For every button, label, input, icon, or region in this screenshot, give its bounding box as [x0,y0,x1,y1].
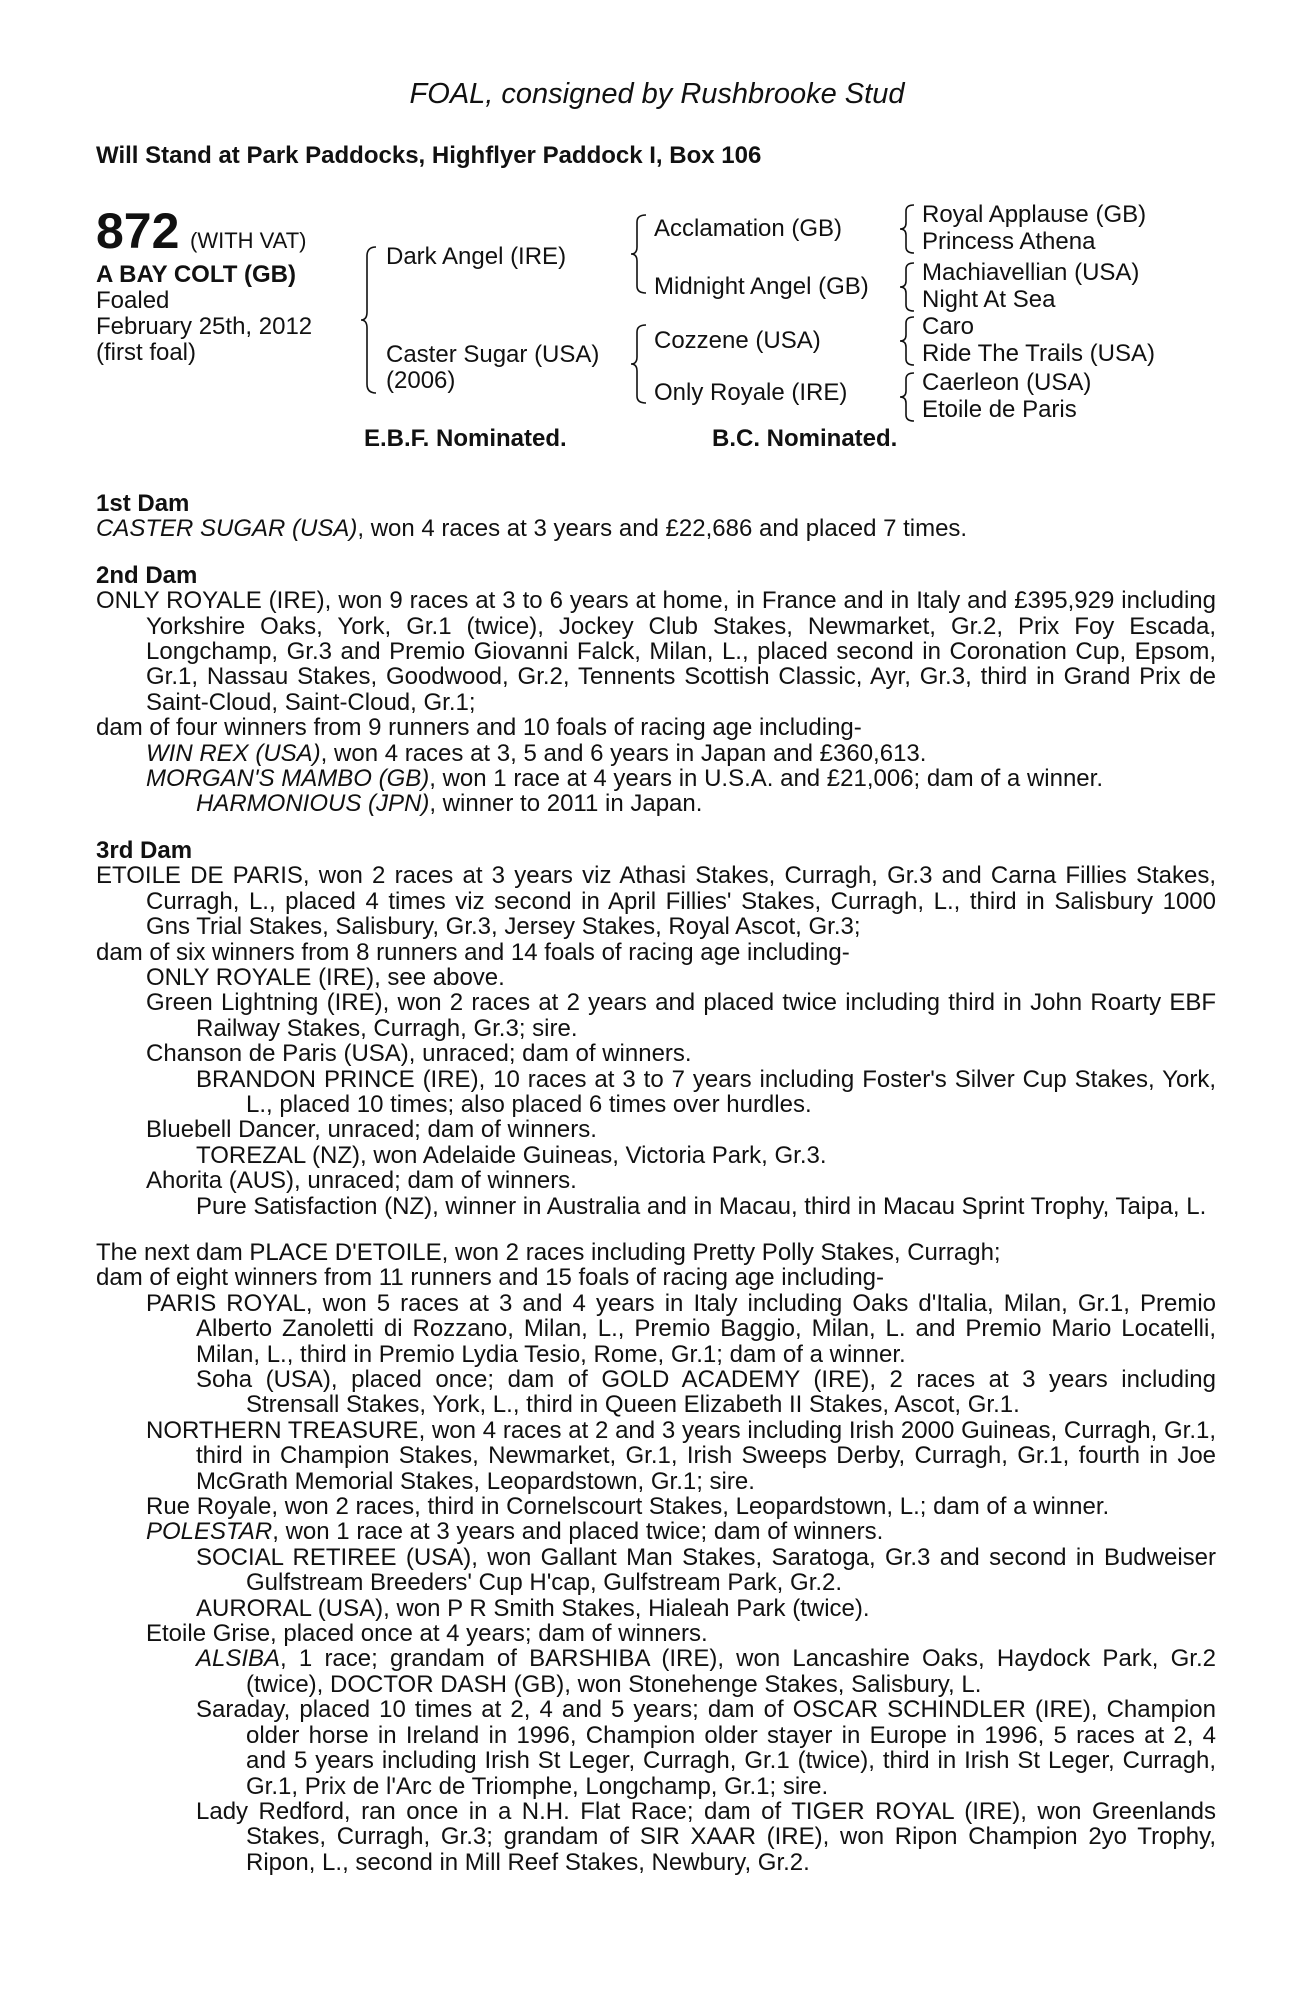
pedigree-paragraph [96,1519,1216,1544]
pedigree-paragraph [96,1240,1216,1265]
text-run: PLACE D'ETOILE [249,1238,442,1266]
text-run: Gr.1 [146,663,192,691]
text-run: dam of [96,938,177,966]
text-run: , 2 races at 3 years including Strensall Stakes, York, [246,1366,1217,1419]
catalogue-body [96,470,1216,1875]
text-run: 1st Dam [96,490,190,517]
text-run: , won 2 races at 2 years and placed twice including third in John Roarty EBF Railway Stakes, Curragh, [196,989,1216,1042]
gg-caerleon: Caerleon (USA) [922,369,1092,396]
text-run: , won Stonehenge Stakes, Salisbury, [564,1670,962,1698]
text-run: Saraday, placed 10 times at 2, 4 and 5 years; dam of [196,1696,793,1724]
gg-royal-applause: Royal Applause (GB) [922,201,1147,228]
text-run: , Nassau Stakes, Goodwood, [191,663,518,691]
text-run: MORGAN'S MAMBO (GB) [146,765,430,793]
text-run: (twice), [246,1670,330,1698]
text-run: , winner in Australia and in Macau, third in Macau Sprint Trophy, Taipa, [432,1192,1187,1220]
text-run: ONLY ROYALE (IRE) [96,587,325,615]
text-run: , winner to 2011 in Japan. [429,790,703,818]
text-run: from 8 runners and 14 foals of racing age including- [294,938,850,966]
text-run: , won P R Smith Stakes, Hialeah Park (twice). [383,1594,870,1622]
text-run: L. [492,1391,513,1419]
pedigree-paragraph [96,791,1216,816]
text-run: , placed 4 times viz second in April Fillies' Stakes, Curragh, [268,887,934,915]
pedigree-paragraph [96,1194,1216,1219]
text-run: , [302,862,319,890]
text-run: , second in Mill Reef Stakes, Newbury, [342,1848,758,1876]
text-run: L. [248,887,269,915]
text-run: , Prix Foy Escada, Longchamp, [146,612,1217,666]
text-run: BARSHIBA (IRE) [529,1645,718,1673]
text-run: , won 2 races, third in Cornelscourt Stakes, Leopardstown, [271,1493,900,1521]
foal-note: (first foal) [96,339,197,366]
text-run: and second in Budweiser Gulfstream Breeders' Cup H'cap, Gulfstream Park, [246,1543,1217,1597]
text-run: , won 1 race at 4 years in U.S.A. and £21,006; dam of a winner. [429,765,1103,793]
stand-location: Will Stand at Park Paddocks, Highflyer Paddock I, Box 106 [96,142,762,169]
text-run: Gr.2 [757,1848,804,1876]
text-run: WIN REX (USA) [146,739,321,767]
text-run: Pure Satisfaction (NZ) [196,1192,433,1220]
text-run: , third in Premio Lydia Tesio, Rome, [286,1340,671,1368]
pedigree-paragraph [96,863,1216,939]
text-run: eight winners [176,1264,318,1292]
text-run: DOCTOR DASH (GB) [330,1670,565,1698]
text-run: , [324,587,339,615]
text-run: ; dam of a winner. [919,1493,1110,1521]
text-run: Green Lightning (IRE) [146,989,383,1017]
gg-caro: Caro [922,313,975,340]
text-run: won [454,1238,500,1266]
text-run: Gr.1 [423,688,469,716]
gg-night-at-sea: Night At Sea [922,286,1056,313]
foaled-label: Foaled [96,287,170,314]
lot-title: A BAY COLT (GB) [96,261,297,288]
pedigree-paragraph [96,1041,1216,1066]
vat-note: (WITH VAT) [190,228,307,253]
text-run: . [803,1848,810,1876]
text-run: GOLD ACADEMY (IRE) [601,1366,870,1393]
dam-name: Caster Sugar (USA) [386,341,600,368]
text-run: Gr.2 [790,1569,836,1597]
text-run: won [318,862,363,890]
text-run: , won Gallant Man Stakes, Saratoga, [471,1543,885,1571]
text-run: L. [266,1340,287,1368]
text-run: ETOILE DE PARIS [96,862,303,890]
text-run: from 11 runners and 15 foals of racing age including- [317,1264,885,1292]
text-run: L. [322,1848,343,1876]
text-run: Ahorita (AUS), unraced; dam of winners. [146,1167,577,1195]
text-run: ; sire. [696,1467,755,1495]
text-run: L. [597,1315,618,1343]
gg-princess-athena: Princess Athena [922,228,1096,255]
text-run: L. [961,1670,982,1698]
pedigree-paragraph [96,1265,1216,1290]
section-heading [96,838,1216,863]
pedigree-paragraph [96,588,1216,715]
pedigree-paragraph [96,1697,1216,1799]
text-run: , see above. [374,963,505,991]
pedigree-paragraph [96,990,1216,1041]
pedigree-paragraph [96,940,1216,965]
text-run: CASTER SUGAR (USA) [96,515,358,543]
text-run: Gr.1 [724,1772,770,1800]
text-run: Gr.3 [885,1543,931,1571]
text-run: L. [721,638,742,666]
text-run: , won 5 races at 3 and 4 years in Italy including Oaks d'Italia, Milan, [305,1289,1078,1317]
text-run: OSCAR SCHINDLER (IRE) [792,1696,1091,1724]
text-run: won [370,515,415,543]
dam-dam-name: Only Royale (IRE) [654,379,848,406]
text-run: . [1013,1391,1020,1419]
foaled-date: February 25th, 2012 [96,313,313,340]
pedigree-paragraph [96,1799,1216,1875]
pedigree-paragraph [96,1291,1216,1367]
text-run: Gr.1 [1077,1289,1124,1317]
text-run: ; sire. [518,1014,578,1042]
text-run: , Irish Sweeps Derby, Curragh, [670,1442,1018,1470]
pedigree-paragraph [96,1143,1216,1168]
text-run: , won Adelaide Guineas, Victoria Park, [360,1141,775,1169]
text-run: dam of [96,714,177,742]
text-run: Gr.3 [286,638,332,666]
text-run: Gr.1 [1017,1442,1063,1470]
text-run: ONLY ROYALE (IRE) [146,963,375,991]
text-run: , placed 10 times; also placed 6 times over hurdles. [266,1090,812,1118]
text-run: Gr.3 [445,913,492,941]
text-run: L. [899,1493,920,1521]
text-run: Gr.1 [246,1772,292,1800]
text-run: , [441,1238,455,1266]
text-run: , won 1 race at 3 years and placed twice; dam of winners. [272,1518,884,1546]
text-run: SOCIAL RETIREE (USA) [196,1543,472,1571]
text-run: L. [885,1315,906,1343]
text-run: HARMONIOUS (JPN) [196,790,430,818]
text-run: Gr.3 [774,1141,820,1169]
text-run: ; dam of a winner. [716,1340,906,1368]
text-run: , Premio Alberto Zanoletti di Rozzano, Milan, [196,1289,1217,1343]
pedigree-bracket-gg4 [902,372,916,422]
pedigree-paragraph [96,1494,1216,1519]
section-heading [96,491,1216,516]
text-run: POLESTAR [146,1518,273,1546]
text-run: , won Ripon Champion 2yo Trophy, Ripon, [246,1823,1216,1876]
text-run: , Champion older horse in Ireland in 1996, Champion older stayer in Europe in 1996, 5 races at 2, 4 and 5 years including Irish St Leger, Curragh, [246,1696,1216,1775]
text-run: , third in Salisbury 1000 Gns Trial Stakes, Salisbury, [146,887,1216,941]
text-run: Gr.2 [517,663,563,691]
text-run: L. [246,1090,267,1118]
text-run: NORTHERN TREASURE [146,1416,419,1444]
text-run: , third in Champion Stakes, Newmarket, [196,1416,1217,1470]
text-run: (twice), third in Irish St Leger, Curragh, [789,1747,1216,1775]
text-run: Chanson de Paris (USA), unraced; dam of winners. [146,1040,692,1068]
text-run: Gr.3 [440,1823,487,1851]
text-run: Soha (USA), placed once; dam of [196,1366,602,1393]
sire-sire-name: Acclamation (GB) [654,215,843,242]
text-run: (twice), Jockey Club Stakes, Newmarket, [451,612,951,640]
pedigree-bracket-sire [634,214,648,294]
text-run: , Tennents Scottish Classic, Ayr, [562,663,920,691]
text-run: ; [853,913,861,941]
text-run: Gr.1 [744,1747,790,1775]
pedigree-paragraph [96,1545,1216,1596]
pedigree-paragraph [96,766,1216,791]
text-run: and Premio Mario Locatelli, Milan, [196,1315,1216,1368]
text-run: BRANDON PRINCE (IRE) [196,1065,479,1093]
text-run: six winners [176,938,295,966]
text-run: Bluebell Dancer, unraced; dam of winners. [146,1116,597,1144]
text-run: 2 races including Pretty Polly Stakes, Curragh; [499,1238,1001,1266]
text-run: , third in Grand Prix de Saint-Cloud, Saint-Cloud, [146,663,1217,716]
text-run: SIR XAAR (IRE) [639,1823,823,1851]
text-run: , won 4 races at 2 and 3 years including Irish 2000 Guineas, Curragh, [418,1416,1164,1444]
text-run: Gr.2 [1170,1645,1216,1673]
text-run: , won Lancashire Oaks, Haydock Park, [717,1645,1171,1673]
text-run: TOREZAL (NZ) [196,1141,361,1169]
text-run: Lady Redford, ran once in a N.H. Flat Race; dam of [196,1797,792,1825]
text-run: Rue Royale [146,1493,272,1521]
pedigree-paragraph [96,1168,1216,1193]
pedigree-bracket-gg3 [902,316,916,366]
bc-nominated: B.C. Nominated. [712,425,898,452]
text-run: TIGER ROYAL (IRE) [791,1797,1021,1825]
text-run: AURORAL (USA) [196,1594,384,1622]
text-run: Gr.1 [406,612,452,640]
pedigree-paragraph [96,516,1216,541]
pedigree-paragraph [96,741,1216,766]
pedigree-paragraph [96,1646,1216,1697]
text-run: , 1 race; grandam of [280,1645,530,1673]
text-run: , [357,515,371,543]
text-run: , Premio Baggio, Milan, [617,1315,886,1343]
text-run: Gr.1 [1163,1416,1210,1444]
text-run: , Prix de l'Arc de Triomphe, Longchamp, [291,1772,725,1800]
dam-year: (2006) [386,367,456,394]
text-run: ; sire. [769,1772,829,1800]
text-run: , 10 races at 3 to 7 years including Foster's Silver Cup Stakes, York, [478,1065,1216,1093]
pedigree-paragraph [96,1621,1216,1646]
pedigree-paragraph [96,1067,1216,1118]
text-run: Gr.1 [625,1442,671,1470]
text-run: . [819,1141,827,1169]
text-run: Etoile Grise, placed once at 4 years; dam of winners. [146,1620,708,1648]
pedigree-bracket-gg2 [902,262,916,312]
text-run: , won 4 races at 3, 5 and 6 years in Japan and £360,613. [320,739,927,767]
gg-etoile-de-paris: Etoile de Paris [922,396,1077,423]
text-run: ALSIBA [196,1645,281,1673]
text-run: , placed second in Coronation Cup, Epsom, [741,638,1217,666]
sire-dam-name: Midnight Angel (GB) [654,273,869,300]
ebf-nominated: E.B.F. Nominated. [364,425,567,452]
text-run: Gr.3 [808,913,854,941]
text-run: 4 races at 3 years and £22,686 and placed 7 times. [414,515,968,543]
text-run: ; [468,688,476,716]
text-run: Gr.1 [670,1340,717,1368]
consignment-line: FOAL, consigned by Rushbrooke Stud [409,78,905,110]
text-run: 2 races at 3 years viz Athasi Stakes, Curragh, [362,862,888,890]
text-run: L. [1186,1192,1207,1220]
section-heading [96,563,1216,588]
text-run: and Carna Fillies Stakes, Curragh, [146,862,1217,915]
text-run: 9 races at 3 to 6 years at home, in France and in Italy and £395,929 including Yorkshire Oaks, York, [146,587,1216,640]
text-run: L. [933,887,954,915]
text-run: four winners [176,714,307,742]
text-run: won [338,587,383,615]
dam-sire-name: Cozzene (USA) [654,327,821,354]
sire-name: Dark Angel (IRE) [386,243,567,270]
text-run: Gr.3 [473,1014,519,1042]
text-run: The next dam [96,1238,250,1266]
text-run: PARIS ROYAL [146,1289,306,1317]
text-run: , third in Queen Elizabeth II Stakes, Ascot, [512,1391,968,1419]
pedigree-paragraph [96,1418,1216,1494]
pedigree-paragraph [96,1117,1216,1142]
text-run: . [835,1569,843,1597]
text-run: 2nd Dam [96,561,198,589]
pedigree-bracket-gg1 [902,204,916,254]
text-run: Gr.1 [967,1391,1014,1419]
gg-machiavellian: Machiavellian (USA) [922,259,1140,286]
text-run: from 9 runners and 10 foals of racing age including- [306,714,862,742]
text-run: ; grandam of [486,1823,640,1851]
text-run: Gr.1 [650,1467,697,1495]
text-run: Gr.3 [919,663,966,691]
gg-ride-the-trails: Ride The Trails (USA) [922,340,1155,367]
text-run: , won Greenlands Stakes, Curragh, [246,1797,1217,1851]
text-run: , Jersey Stakes, Royal Ascot, [491,913,809,941]
pedigree-bracket-main [364,246,378,394]
pedigree-paragraph [96,965,1216,990]
pedigree-bracket-dam [634,324,648,404]
text-run: Gr.2 [950,612,997,640]
text-run: and Premio Giovanni Falck, Milan, [331,638,722,666]
text-run: dam of [96,1264,177,1292]
text-run: Gr.3 [887,862,933,890]
pedigree-paragraph [96,1367,1216,1418]
pedigree-paragraph [96,715,1216,740]
pedigree-paragraph [96,1596,1216,1621]
text-run: 3rd Dam [96,836,193,864]
text-run: , fourth in Joe McGrath Memorial Stakes, Leopardstown, [196,1442,1217,1495]
lot-number: 872 [96,203,180,259]
